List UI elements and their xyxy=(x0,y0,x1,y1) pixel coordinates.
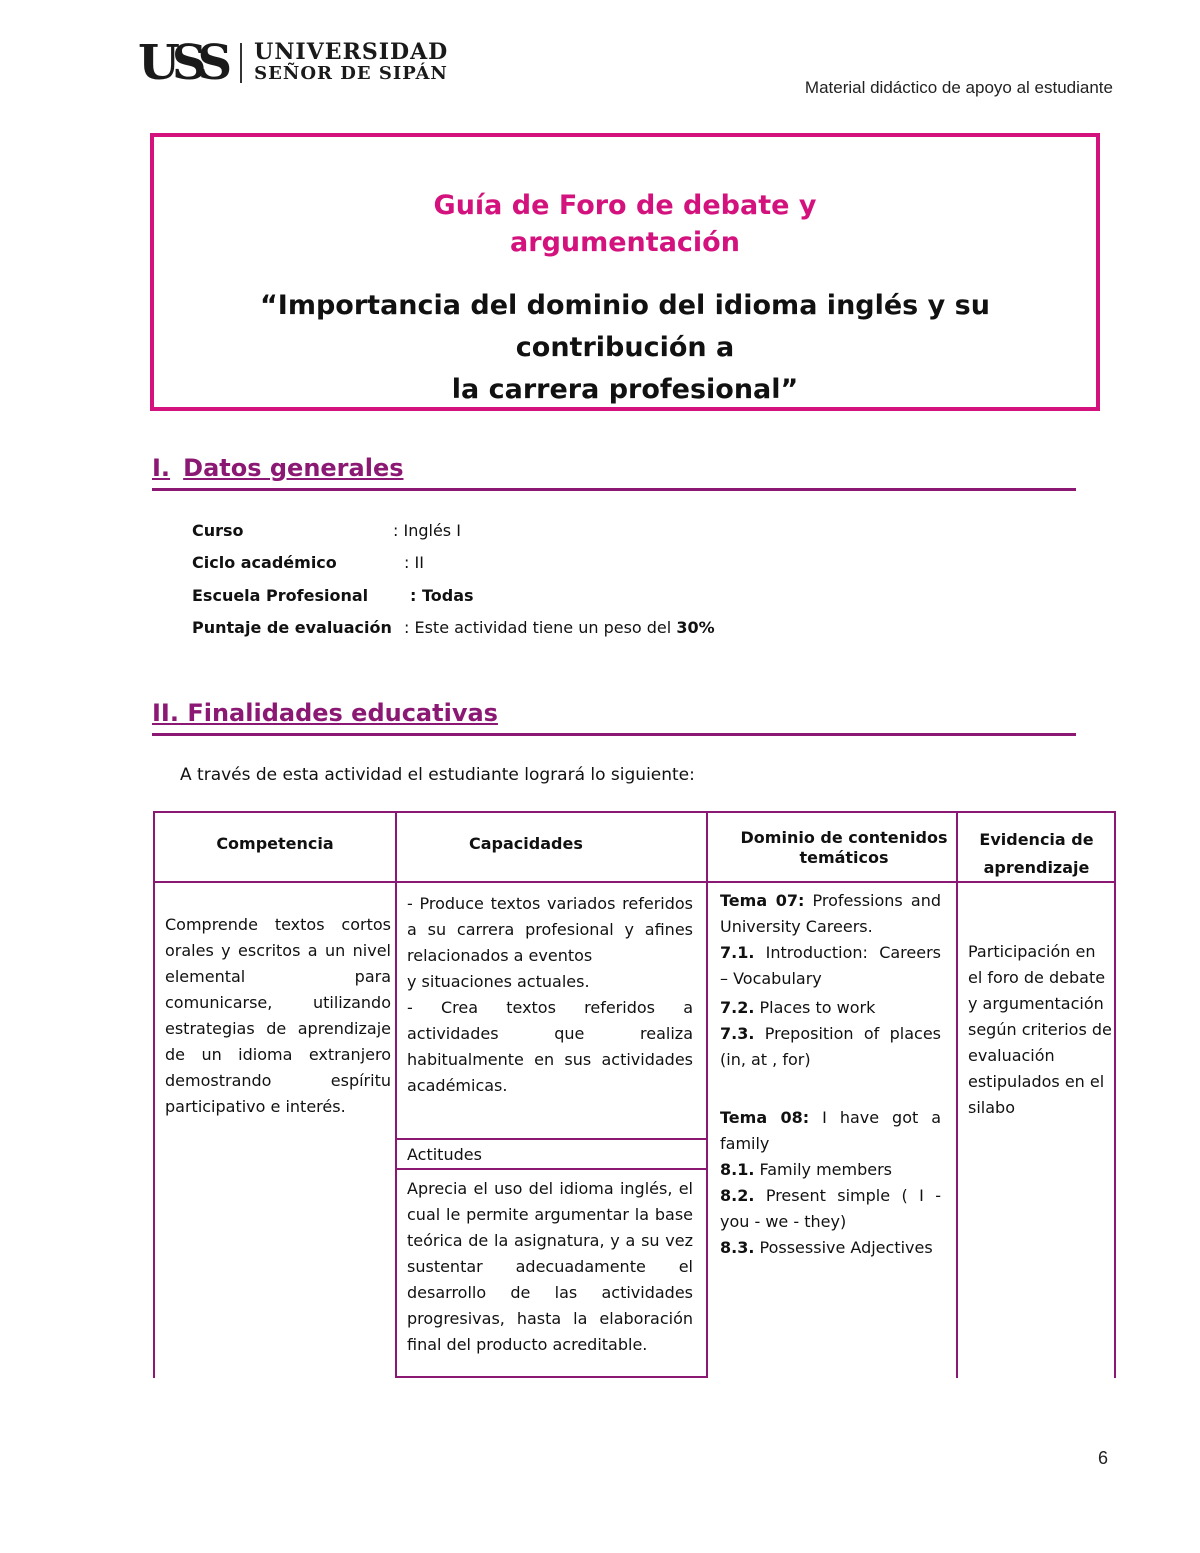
actitudes-divider-bottom xyxy=(395,1168,708,1170)
subtopic-number: 7.3. xyxy=(720,1024,755,1043)
table-border-left xyxy=(153,811,155,1378)
tema-08 xyxy=(720,1105,941,1157)
actitudes-text: Aprecia el uso del idioma inglés, el cual le permite argumentar la base teórica de la asignatura, y a su vez sustentar adecuadamente el desarrollo de las actividades progresivas, hasta la elaboración final del producto acreditable. xyxy=(407,1179,693,1354)
title-box xyxy=(150,133,1100,411)
subtopic-8-1 xyxy=(720,1157,941,1183)
row-label: Ciclo académico xyxy=(192,553,337,572)
subtopic-7-3 xyxy=(720,1021,941,1073)
page-number: 6 xyxy=(1098,1448,1109,1468)
section2-heading: II. Finalidades educativas xyxy=(152,699,498,727)
logo-separator xyxy=(240,43,242,83)
subtopic-8-3 xyxy=(720,1235,941,1261)
header-note: Material didáctico de apoyo al estudiante xyxy=(804,78,1113,97)
actitudes-label: Actitudes xyxy=(407,1145,482,1164)
subtopic-number: 8.1. xyxy=(720,1160,755,1179)
table-border-right xyxy=(1114,811,1116,1378)
row-value: : Inglés I xyxy=(393,521,461,540)
subtopic-text: Places to work xyxy=(754,998,876,1017)
guide-title-line2: argumentación xyxy=(510,227,740,258)
row-label: Escuela Profesional xyxy=(192,586,369,605)
subtopic-7-1 xyxy=(720,940,941,992)
subtopic-7-2 xyxy=(720,995,941,1021)
row-value: : Todas xyxy=(410,586,474,605)
table-col-divider xyxy=(706,811,708,1378)
subtopic-number: 8.2. xyxy=(720,1186,755,1205)
capacidad-item: y situaciones actuales. xyxy=(407,972,590,991)
evidencia-text: Participación en el foro de debate y argumentación según criterios de evaluación estipulados en el silabo xyxy=(968,942,1112,1117)
header-dominio: Dominio de contenidos temáticos xyxy=(740,828,948,867)
table-col-divider xyxy=(395,811,397,1378)
logo-line2: SEÑOR DE SIPÁN xyxy=(254,63,448,84)
section1-heading: Datos generales xyxy=(183,454,404,482)
tema-07-title: Professions and University Careers. xyxy=(720,891,941,936)
tema-07 xyxy=(720,888,941,940)
row-value-weight: 30% xyxy=(676,618,715,637)
tema-08-title: I have got a family xyxy=(720,1108,942,1153)
header-competencia: Competencia xyxy=(216,834,334,853)
guide-topic-line1: “Importancia del dominio del idioma inglés y su contribución a xyxy=(260,290,990,363)
capacidad-item: - Produce textos variados referidos a su carrera profesional y afines relacionados a eventos xyxy=(407,894,693,965)
subtopic-text: Preposition of places (in, at , for) xyxy=(720,1024,941,1069)
row-label: Curso xyxy=(192,521,244,540)
row-value xyxy=(404,618,715,638)
capacidad-item: - Crea textos referidos a actividades que realiza habitualmente en sus actividades académicas. xyxy=(407,998,693,1095)
table-col-divider xyxy=(956,811,958,1378)
header-evidencia: Evidencia de aprendizaje xyxy=(979,830,1094,877)
actitudes-divider-top xyxy=(395,1138,708,1140)
row-label: Puntaje de evaluación xyxy=(192,618,392,637)
section1-number: I. xyxy=(152,454,171,482)
tema-07-label: Tema 07: xyxy=(720,891,805,910)
row-value-text: : Este actividad tiene un peso del xyxy=(404,618,677,637)
subtopic-text: Introduction: Careers – Vocabulary xyxy=(720,943,941,988)
dominio-text xyxy=(720,888,941,1261)
university-logo xyxy=(138,35,449,91)
guide-title-line1: Guía de Foro de debate y xyxy=(433,190,817,221)
subtopic-number: 7.2. xyxy=(720,998,755,1017)
guide-topic-line2: la carrera profesional” xyxy=(451,374,799,405)
competency-table xyxy=(153,811,1115,1378)
subtopic-number: 8.3. xyxy=(720,1238,755,1257)
subtopic-text: Possessive Adjectives xyxy=(754,1238,933,1257)
logo-line1: UNIVERSIDAD xyxy=(254,39,449,65)
tema-08-label: Tema 08: xyxy=(720,1108,810,1127)
logo-mark: USS xyxy=(138,35,225,91)
row-value: : II xyxy=(404,553,424,572)
table-border-top xyxy=(153,811,1115,813)
subtopic-text: Present simple ( I - you - we - they) xyxy=(720,1186,941,1231)
guide-topic xyxy=(164,285,1086,411)
header-capacidades: Capacidades xyxy=(469,834,583,853)
section2-intro: A través de esta actividad el estudiante logrará lo siguiente: xyxy=(180,765,695,785)
competencia-text: Comprende textos cortos orales y escritos a un nivel elemental para comunicarse, utilizando estrategias de aprendizaje de un idioma extranjero demostrando espíritu participativo e interés. xyxy=(165,915,391,1116)
logo-text xyxy=(254,41,448,85)
subtopic-8-2 xyxy=(720,1183,941,1235)
section-heading-general-data xyxy=(152,452,1076,491)
subtopic-text: Family members xyxy=(754,1160,893,1179)
capacidades-text xyxy=(407,891,693,1099)
guide-title xyxy=(154,187,1096,261)
actitudes-border-bottom xyxy=(395,1376,708,1378)
section-heading-educational-goals xyxy=(152,697,1076,736)
subtopic-number: 7.1. xyxy=(720,943,755,962)
